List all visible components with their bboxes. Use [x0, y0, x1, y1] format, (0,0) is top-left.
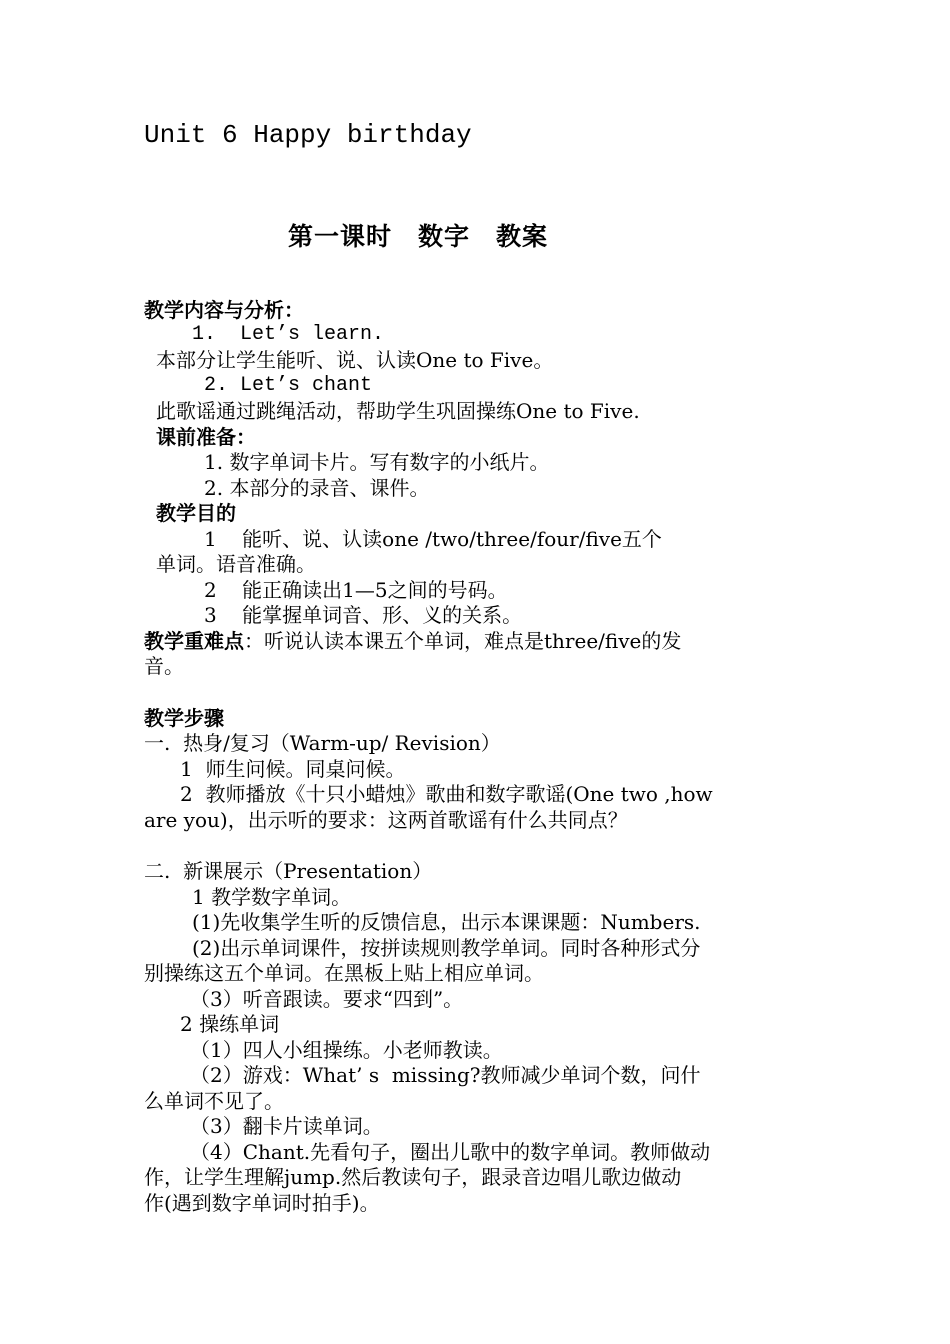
steps-s1-item-2b: are you)，出示听的要求：这两首歌谣有什么共同点？ — [144, 808, 628, 832]
preparation-heading: 课前准备： — [156, 425, 256, 449]
lesson-title: 第一课时 数字 教案 — [288, 222, 549, 251]
content-item-1-desc: 本部分让学生能听、说、认读One to Five。 — [156, 348, 554, 372]
difficulty-text: ：听说认读本课五个单词，难点是three/five的发 — [244, 629, 682, 653]
steps-s2-item-2-4b: 作，让学生理解jump.然后教读句子，跟录音边唱儿歌边做动 — [144, 1165, 682, 1189]
steps-s2-item-1-1: (1)先收集学生听的反馈信息，出示本课课题：Numbers. — [192, 910, 701, 934]
steps-s1-item-2a: 2 教师播放《十只小蜡烛》歌曲和数字歌谣(One two ,how — [180, 782, 713, 806]
steps-s2-item-2-4c: 作(遇到数字单词时拍手)。 — [144, 1191, 380, 1215]
difficulty-line-2: 音。 — [144, 654, 184, 678]
preparation-item-1: 1. 数字单词卡片。写有数字的小纸片。 — [204, 450, 550, 474]
content-item-2: 2. Let’s chant — [204, 374, 373, 397]
steps-s2-item-2-3: （3）翻卡片读单词。 — [190, 1114, 383, 1138]
steps-s2-item-2-1: （1）四人小组操练。小老师教读。 — [190, 1038, 503, 1062]
objectives-item-1a: 1 能听、说、认读one /two/three/four/five五个 — [204, 527, 662, 551]
steps-s2-item-1-2a: (2)出示单词课件，按拼读规则教学单词。同时各种形式分 — [192, 936, 701, 960]
objectives-item-1b: 单词。语音准确。 — [156, 552, 316, 576]
steps-s2-item-1: 1 教学数字单词。 — [192, 885, 352, 909]
steps-heading: 教学步骤 — [144, 706, 224, 730]
steps-s2-item-1-3: （3）听音跟读。要求“四到”。 — [190, 987, 464, 1011]
content-item-1: 1. Let’s learn. — [192, 323, 385, 346]
difficulty-line-1 — [144, 628, 681, 654]
preparation-item-2: 2. 本部分的录音、课件。 — [204, 476, 430, 500]
difficulty-heading: 教学重难点 — [144, 629, 244, 653]
steps-section-1: 一. 热身/复习（Warm-up/ Revision） — [144, 731, 501, 755]
steps-s1-item-1: 1 师生问候。同桌问候。 — [180, 757, 406, 781]
content-heading: 教学内容与分析： — [144, 298, 304, 322]
steps-s2-item-2-2a: （2）游戏：What’ s missing?教师减少单词个数，问什 — [190, 1063, 701, 1087]
objectives-item-2: 2 能正确读出1—5之间的号码。 — [204, 578, 508, 602]
content-item-2-desc: 此歌谣通过跳绳活动，帮助学生巩固操练One to Five. — [156, 399, 640, 423]
steps-section-2: 二. 新课展示（Presentation） — [144, 859, 433, 883]
steps-s2-item-1-2b: 别操练这五个单词。在黑板上贴上相应单词。 — [144, 961, 544, 985]
steps-s2-item-2-2b: 么单词不见了。 — [144, 1089, 284, 1113]
objectives-item-3: 3 能掌握单词音、形、义的关系。 — [204, 603, 523, 627]
steps-s2-item-2-4a: （4）Chant.先看句子，圈出儿歌中的数字单词。教师做动 — [190, 1140, 711, 1164]
steps-s2-item-2: 2 操练单词 — [180, 1012, 280, 1036]
objectives-heading: 教学目的 — [156, 501, 236, 525]
unit-title: Unit 6 Happy birthday — [144, 120, 472, 150]
